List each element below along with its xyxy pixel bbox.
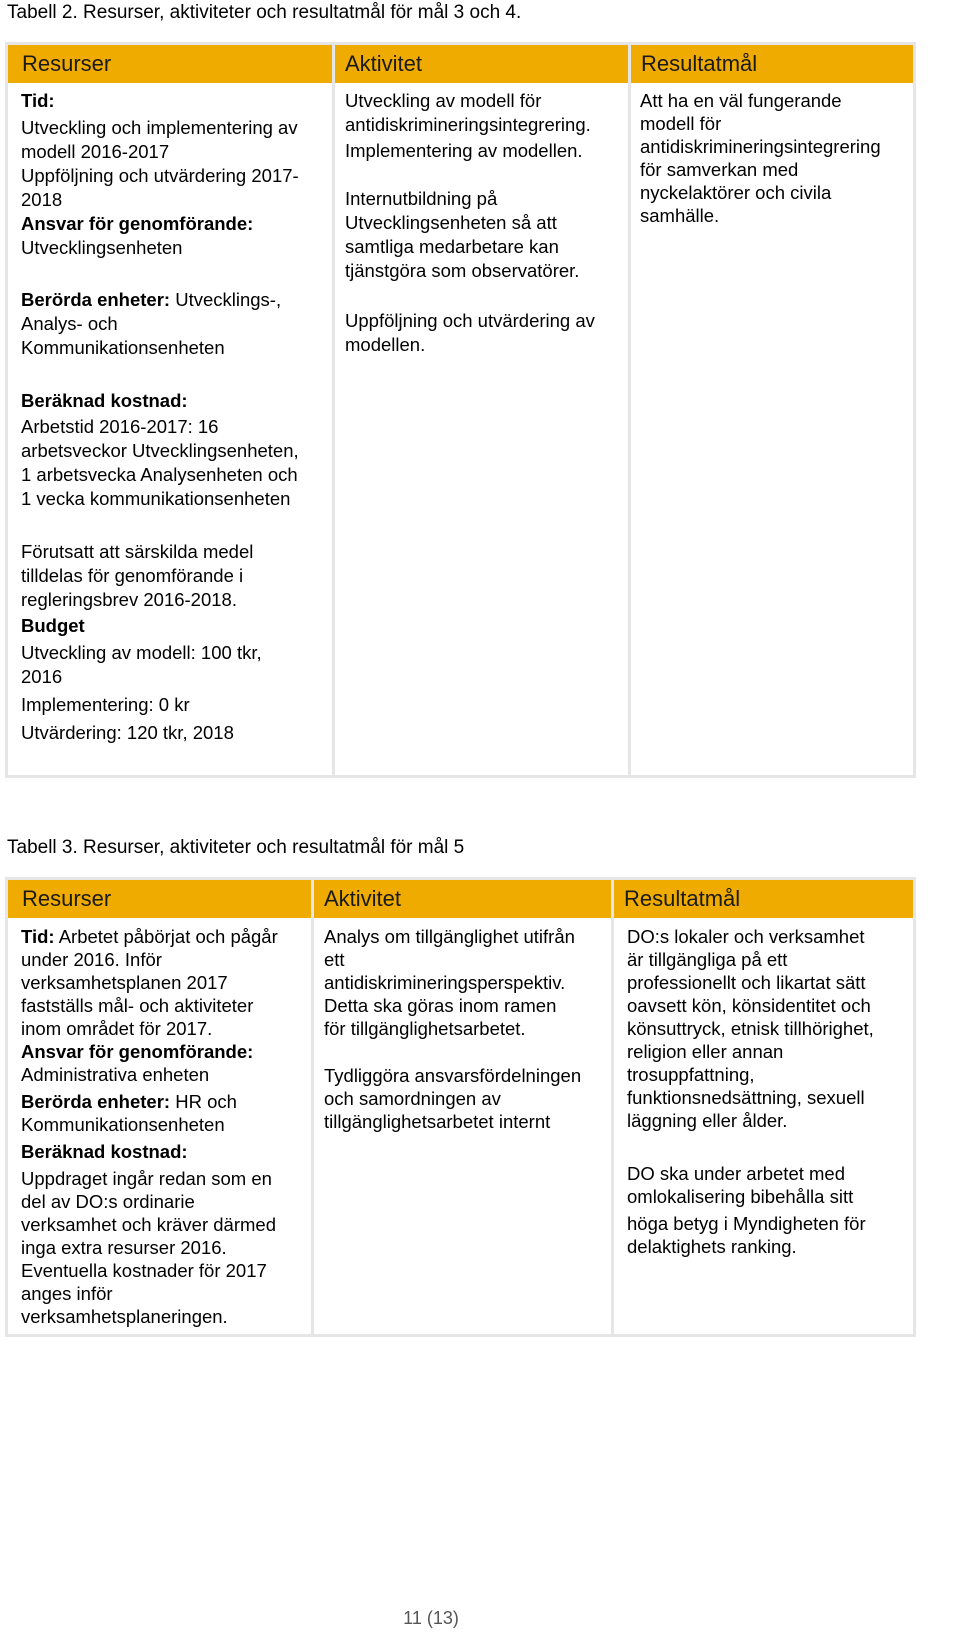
table2-caption: Tabell 2. Resurser, aktiviteter och resultatmål för mål 3 och 4.: [7, 2, 522, 23]
table2-divider-2: [628, 45, 631, 775]
page-number: 11 (13): [403, 1608, 459, 1628]
tid-line: [21, 925, 278, 948]
kostnad-line: verksamhet och kräver därmed: [21, 1214, 276, 1235]
resultat-line: för samverkan med: [640, 159, 799, 180]
tid-line: modell 2016-2017: [21, 141, 170, 162]
utvardering-line: Utvärdering: 120 tkr, 2018: [21, 722, 234, 743]
tid-line: fastställs mål- och aktiviteter: [21, 995, 254, 1016]
resultat-line: DO ska under arbetet med: [627, 1163, 845, 1184]
resultat-line: professionellt och likartat sätt: [627, 972, 866, 993]
resultat-line: religion eller annan: [627, 1041, 784, 1062]
aktivitet-line: tillgänglighetsarbetet internt: [324, 1111, 551, 1132]
table3-caption: Tabell 3. Resurser, aktiviteter och resultatmål för mål 5: [7, 837, 465, 858]
kostnad-line: inga extra resurser 2016.: [21, 1237, 227, 1258]
table3-resultat-cell: [627, 925, 874, 1258]
aktivitet-line: Utvecklingsenheten så att: [345, 212, 557, 233]
table3-header-aktivitet: Aktivitet: [314, 880, 611, 918]
kostnad-line: Uppdraget ingår redan som en: [21, 1168, 272, 1189]
forutsatt-line: Förutsatt att särskilda medel: [21, 541, 254, 562]
budget-label: Budget: [21, 615, 85, 636]
table3-divider-1: [311, 880, 314, 1334]
table3-header-resurser: Resurser: [8, 880, 311, 918]
table2-resurser-cell: [21, 89, 299, 745]
resultat-line: oavsett kön, könsidentitet och: [627, 995, 871, 1016]
resultat-line: modell för: [640, 113, 722, 134]
resultat-line: könsuttryck, etnisk tillhörighet,: [627, 1018, 874, 1039]
table2-header-resurser: Resurser: [8, 45, 332, 83]
aktivitet-line: Internutbildning på: [345, 188, 498, 209]
tid-line: Uppföljning och utvärdering 2017-: [21, 165, 299, 186]
ansvar-value: Utvecklingsenheten: [21, 237, 183, 258]
table2-aktivitet-cell: [345, 89, 595, 357]
resultat-line: DO:s lokaler och verksamhet: [627, 926, 865, 947]
table3-header-resultatmal: Resultatmål: [614, 880, 913, 918]
budget-line: Utveckling av modell: 100 tkr,: [21, 642, 262, 663]
table2-resultat-cell: [640, 89, 881, 227]
berorda-line: Analys- och: [21, 313, 118, 334]
tid-line: Utveckling och implementering av: [21, 117, 298, 138]
table2-header-aktivitet: Aktivitet: [335, 45, 628, 83]
ansvar-value: Administrativa enheten: [21, 1064, 210, 1085]
tid-value: Arbetet påbörjat och pågår: [54, 926, 278, 947]
tid-line: inom området för 2017.: [21, 1018, 213, 1039]
kostnad-label: Beräknad kostnad:: [21, 390, 188, 411]
resultat-line: är tillgängliga på ett: [627, 949, 788, 970]
forutsatt-line: tilldelas för genomförande i: [21, 565, 244, 586]
tid-label: Tid:: [21, 90, 55, 111]
kostnad-label: Beräknad kostnad:: [21, 1141, 188, 1162]
resultat-line: Att ha en väl fungerande: [640, 90, 842, 111]
aktivitet-line: antidiskrimineringsperspektiv.: [324, 972, 566, 993]
aktivitet-line: modellen.: [345, 334, 426, 355]
kostnad-line: Arbetstid 2016-2017: 16: [21, 416, 219, 437]
table2-header-resultatmal: Resultatmål: [631, 45, 913, 83]
tid-line: 2018: [21, 189, 63, 210]
aktivitet-line: samtliga medarbetare kan: [345, 236, 559, 257]
aktivitet-line: antidiskrimineringsintegrering.: [345, 114, 591, 135]
ansvar-label: Ansvar för genomförande:: [21, 1041, 254, 1062]
aktivitet-line: tjänstgöra som observatörer.: [345, 260, 580, 281]
resultat-line: antidiskrimineringsintegrering: [640, 136, 881, 157]
resultat-line: funktionsnedsättning, sexuell: [627, 1087, 865, 1108]
resultat-line: delaktighets ranking.: [627, 1236, 797, 1257]
kostnad-line: arbetsveckor Utvecklingsenheten,: [21, 440, 299, 461]
table3-resurser-cell: [21, 925, 278, 1328]
resultat-line: samhälle.: [640, 205, 720, 226]
ansvar-label: Ansvar för genomförande:: [21, 213, 254, 234]
berorda-line: Kommunikationsenheten: [21, 337, 225, 358]
aktivitet-line: Implementering av modellen.: [345, 140, 583, 161]
aktivitet-line: för tillgänglighetsarbetet.: [324, 1018, 526, 1039]
tid-line: under 2016. Inför: [21, 949, 162, 970]
kostnad-line: 1 vecka kommunikationsenheten: [21, 488, 291, 509]
aktivitet-line: och samordningen av: [324, 1088, 501, 1109]
kostnad-line: 1 arbetsvecka Analysenheten och: [21, 464, 298, 485]
table3: [5, 877, 916, 1337]
aktivitet-line: Tydliggöra ansvarsfördelningen: [324, 1065, 582, 1086]
tid-label: Tid:: [21, 926, 55, 947]
berorda-value: Utvecklings-,: [170, 289, 282, 310]
kostnad-line: anges inför: [21, 1283, 113, 1304]
kostnad-line: Eventuella kostnader för 2017: [21, 1260, 267, 1281]
kostnad-line: verksamhetsplaneringen.: [21, 1306, 228, 1327]
berorda-line: Kommunikationsenheten: [21, 1114, 225, 1135]
aktivitet-line: ett: [324, 949, 345, 970]
berorda-line: [21, 288, 299, 312]
resultat-line: trosuppfattning,: [627, 1064, 755, 1085]
resultat-line: höga betyg i Myndigheten för: [627, 1213, 866, 1234]
forutsatt-line: regleringsbrev 2016-2018.: [21, 589, 237, 610]
resultat-line: läggning eller ålder.: [627, 1110, 788, 1131]
kostnad-line: del av DO:s ordinarie: [21, 1191, 195, 1212]
aktivitet-line: Detta ska göras inom ramen: [324, 995, 557, 1016]
table3-aktivitet-cell: [324, 925, 581, 1133]
aktivitet-line: Uppföljning och utvärdering av: [345, 310, 595, 331]
berorda-label: Berörda enheter:: [21, 289, 171, 310]
berorda-value: HR och: [170, 1091, 237, 1112]
table2-divider-1: [332, 45, 335, 775]
table2: [5, 42, 916, 778]
berorda-label: Berörda enheter:: [21, 1091, 171, 1112]
aktivitet-line: Utveckling av modell för: [345, 90, 542, 111]
tid-line: verksamhetsplanen 2017: [21, 972, 228, 993]
berorda-line: [21, 1090, 278, 1113]
resultat-line: omlokalisering bibehålla sitt: [627, 1186, 854, 1207]
aktivitet-line: Analys om tillgänglighet utifrån: [324, 926, 575, 947]
resultat-line: nyckelaktörer och civila: [640, 182, 832, 203]
table3-divider-2: [611, 880, 614, 1334]
implementering-line: Implementering: 0 kr: [21, 694, 190, 715]
budget-line: 2016: [21, 666, 63, 687]
